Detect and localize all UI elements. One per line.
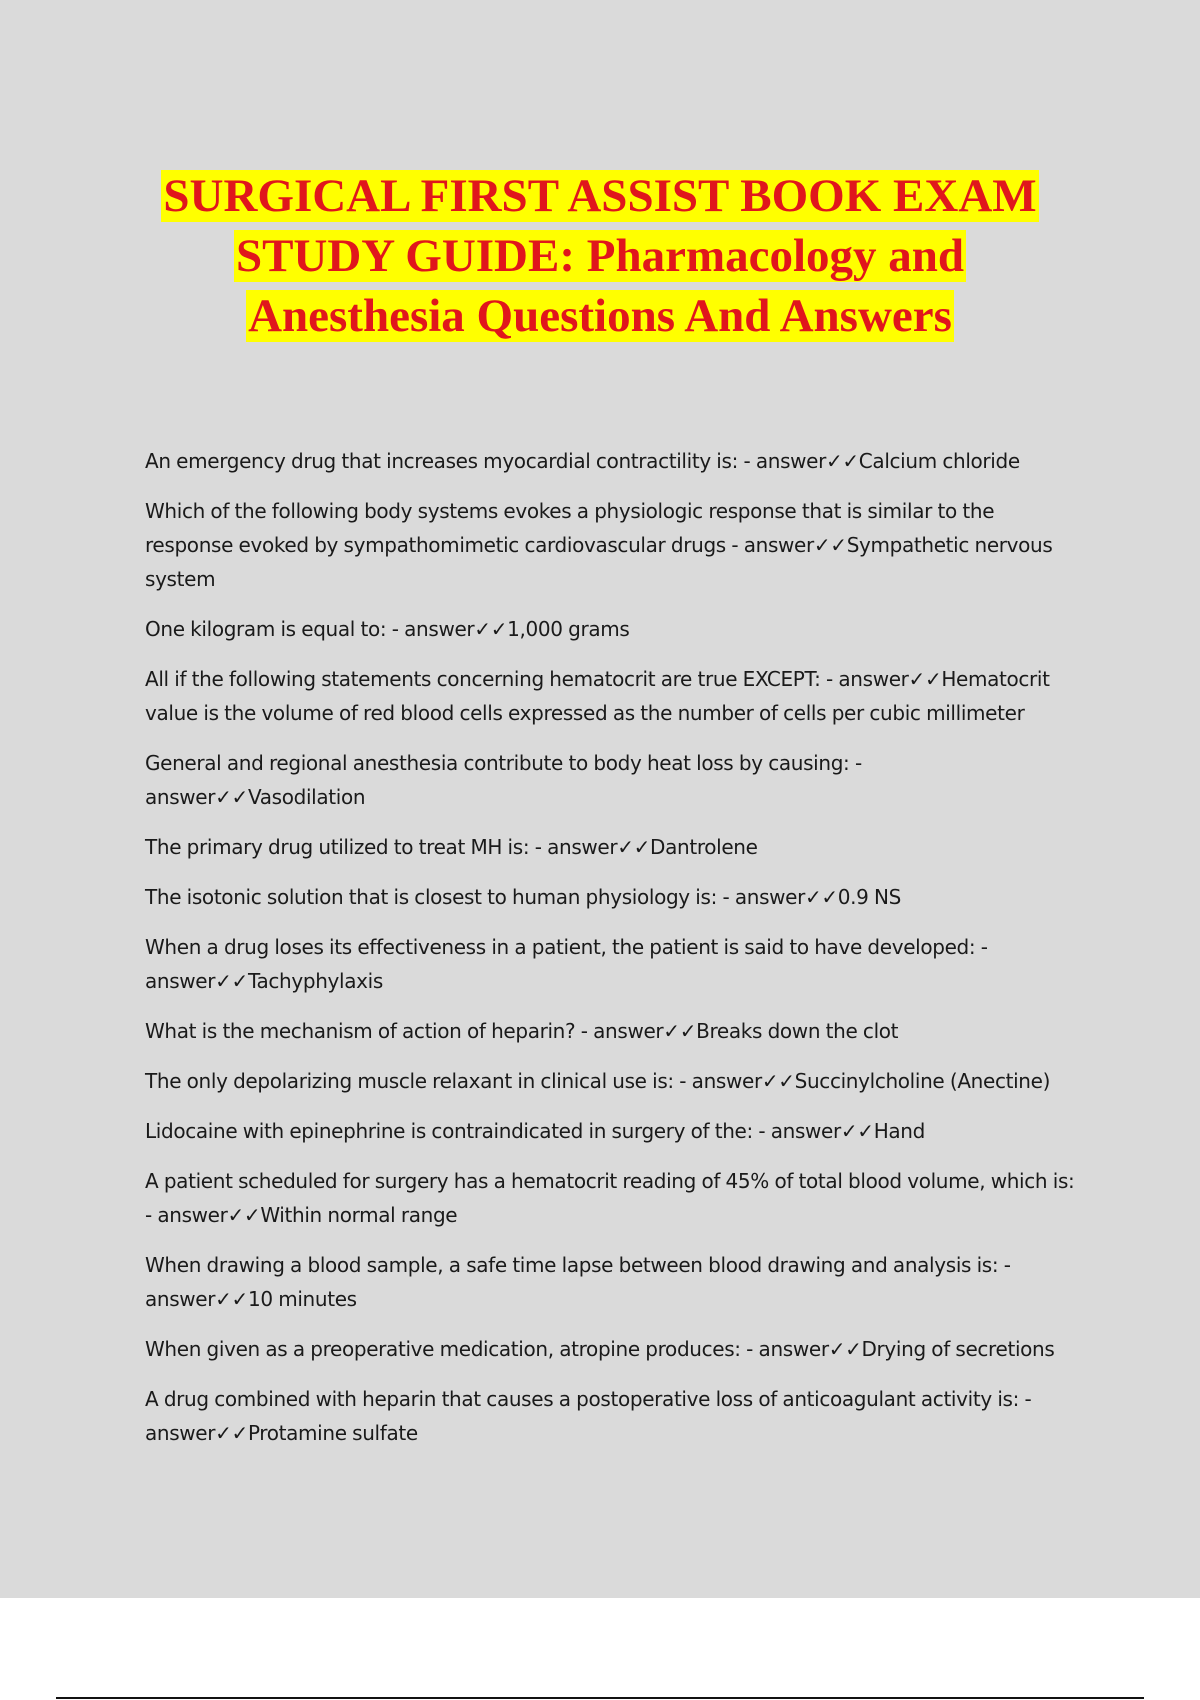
title-line bbox=[0, 286, 1200, 346]
qa-item: When a drug loses its effectiveness in a patient, the patient is said to have developed: - answer✓✓Tachyphylaxis bbox=[145, 935, 988, 993]
question-answer-list bbox=[145, 444, 1080, 1466]
qa-item: One kilogram is equal to: - answer✓✓1,000 grams bbox=[145, 617, 630, 641]
qa-item: When given as a preoperative medication, atropine produces: - answer✓✓Drying of secretions bbox=[145, 1337, 1055, 1361]
title-line-text: SURGICAL FIRST ASSIST BOOK EXAM bbox=[163, 170, 1037, 222]
document-title bbox=[0, 166, 1200, 346]
qa-item: A patient scheduled for surgery has a hematocrit reading of 45% of total blood volume, which is: - answer✓✓Within normal range bbox=[145, 1169, 1075, 1227]
qa-item: The primary drug utilized to treat MH is: - answer✓✓Dantrolene bbox=[145, 835, 758, 859]
title-line bbox=[0, 166, 1200, 226]
qa-item: All if the following statements concerning hematocrit are true EXCEPT: - answer✓✓Hematocrit value is the volume of red blood cells expressed as the number of cells per cubic millimeter bbox=[145, 667, 1050, 725]
page-bottom-margin bbox=[0, 1598, 1200, 1700]
qa-item: When drawing a blood sample, a safe time lapse between blood drawing and analysis is: - answer✓✓10 minutes bbox=[145, 1253, 1011, 1311]
qa-item: An emergency drug that increases myocardial contractility is: - answer✓✓Calcium chloride bbox=[145, 449, 1020, 473]
qa-item: Which of the following body systems evokes a physiologic response that is similar to the response evoked by sympathomimetic cardiovascular drugs - answer✓✓Sympathetic nervous system bbox=[145, 499, 1053, 591]
qa-item: A drug combined with heparin that causes a postoperative loss of anticoagulant activity is: - answer✓✓Protamine sulfate bbox=[145, 1387, 1032, 1445]
qa-item: The only depolarizing muscle relaxant in clinical use is: - answer✓✓Succinylcholine (Anectine) bbox=[145, 1069, 1051, 1093]
qa-item: The isotonic solution that is closest to human physiology is: - answer✓✓0.9 NS bbox=[145, 885, 902, 909]
title-line bbox=[0, 226, 1200, 286]
qa-item: General and regional anesthesia contribute to body heat loss by causing: - answer✓✓Vasodilation bbox=[145, 751, 862, 809]
qa-item: Lidocaine with epinephrine is contraindicated in surgery of the: - answer✓✓Hand bbox=[145, 1119, 925, 1143]
title-line-text: STUDY GUIDE: Pharmacology and bbox=[235, 230, 965, 282]
footer-divider bbox=[56, 1697, 1144, 1699]
qa-item: What is the mechanism of action of heparin? - answer✓✓Breaks down the clot bbox=[145, 1019, 899, 1043]
title-line-text: Anesthesia Questions And Answers bbox=[248, 290, 952, 342]
